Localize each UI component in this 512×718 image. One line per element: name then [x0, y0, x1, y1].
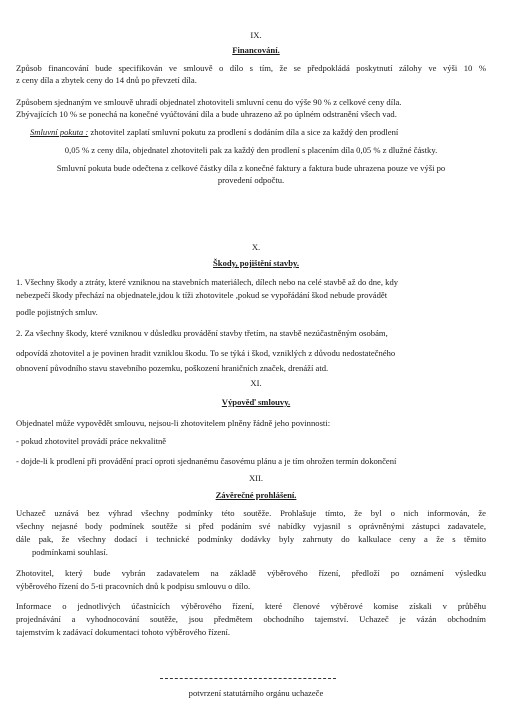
s10-p1-line2: nebezpečí škody přechází na objednatele,jdou k tíži zhotovitele ,pokud se vypořádání škod nebude provádět: [16, 290, 388, 300]
signature-line: [160, 678, 336, 679]
section-12-number: XII.: [248, 473, 264, 483]
section-10-number: X.: [251, 242, 261, 252]
s9-p2-line2: Zbývajících 10 % se ponechá na konečné vyúčtování díla a bude uhrazeno až po úplném odstranění všech vad.: [16, 109, 397, 119]
s12-p1-line1: Uchazeč uznává bez výhrad všechny podmínky této soutěže. Prohlašuje tímto, že byl o nich informován, že: [16, 508, 486, 518]
signature-label: potvrzení statutárního orgánu uchazeče: [188, 688, 324, 698]
s12-p3-line3: tajemstvím k zadávací dokumentaci tohoto výběrového řízení.: [16, 627, 231, 637]
s9-p3-line2: 0,05 % z ceny díla, objednatel zhotoviteli pak za každý den prodlení s placením díla 0,05 % z dlužné částky.: [64, 145, 438, 155]
section-10-title: Škody, pojištění stavby.: [213, 258, 299, 268]
s11-bullet-1: - pokud zhotovitel provádí práce nekvalitně: [16, 436, 167, 446]
s9-p4-line1: Smluvní pokuta bude odečtena z celkové částky díla z konečné faktury a faktura bude uhrazena pouze ve výši po: [56, 163, 446, 173]
section-12-title: Závěrečné prohlášení.: [215, 490, 297, 500]
penalty-text: zhotovitel zaplatí smluvní pokutu za prodlení s dodáním díla a sice za každý den prodlení: [88, 127, 399, 137]
s10-p2-line2: odpovídá zhotovitel a je povinen hradit vzniklou škodu. To se týká i škod, vzniklých z důvodu nedostatečného: [16, 348, 396, 358]
s9-p4-line2: provedení odpočtu.: [217, 175, 285, 185]
s12-p1-line3: dále pak, že všechny dodací i technické podmínky dodávky byly zahrnuty do kalkulace ceny a že s těmito: [16, 534, 486, 544]
s12-p2-line1: Zhotovitel, který bude vybrán zadavatelem na základě výběrového řízení, předloží po oznámení výsledku: [16, 568, 486, 578]
s12-p1-line4: podmínkami souhlasí.: [32, 547, 108, 557]
s9-p3-line1: [30, 127, 486, 138]
s12-p2-line2: výběrového řízení do 5-ti pracovních dnů k podpisu smlouvu o dílo.: [16, 581, 251, 591]
penalty-lead: Smluvní pokuta :: [30, 127, 89, 137]
s9-p1-line2: z ceny díla a zbytek ceny do 14 dnů po převzetí díla.: [16, 75, 197, 85]
s9-p2-line1: Způsobem sjednaným ve smlouvě uhradí objednatel zhotoviteli smluvní cenu do výše 90 % z celkové ceny díla.: [16, 97, 402, 107]
section-9-title: Financování.: [232, 45, 280, 55]
s10-p1-line1: 1. Všechny škody a ztráty, které vzniknou na stavebních materiálech, dílech nebo na celé stavbě až do dne, kdy: [16, 277, 399, 287]
section-9-number: IX.: [250, 30, 262, 40]
s10-p1-line3: podle pojistných smluv.: [16, 307, 98, 317]
s11-intro: Objednatel může vypovědět smlouvu, nejsou-li zhotovitelem plněny řádně jeho povinnosti:: [16, 418, 331, 428]
s11-bullet-2: - dojde-li k prodlení při provádění prací oproti sjednanému časovému plánu a je tím ohrožen termín dokončení: [16, 456, 397, 466]
s12-p3-line2: projednávání a vyhodnocování soutěže, jsou předmětem obchodního tajemství. Uchazeč je vázán obchodním: [16, 614, 486, 624]
s9-p1-line1: Způsob financování bude specifikován ve smlouvě o dílo s tím, že se předpokládá poskytnutí zálohy ve výši 10 %: [16, 63, 486, 73]
s12-p1-line2: všechny nejasné body podmínek soutěže si před podáním své nabídky vyjasnil s oprávněnými zástupci zadavatele,: [16, 521, 486, 531]
section-11-title: Výpověď smlouvy.: [221, 397, 291, 407]
section-11-number: XI.: [250, 378, 262, 388]
s10-p2-line3: obnovení původního stavu stavebního pozemku, poškození hraničních značek, drenáží atd.: [16, 363, 329, 373]
s10-p2-line1: 2. Za všechny škody, které vzniknou v důsledku provádění stavby třetím, na stavbě nezúčastněným osobám,: [16, 328, 388, 338]
s12-p3-line1: Informace o jednotlivých účastnících výběrového řízení, které členové výběrové komise získali v průběhu: [16, 601, 486, 611]
